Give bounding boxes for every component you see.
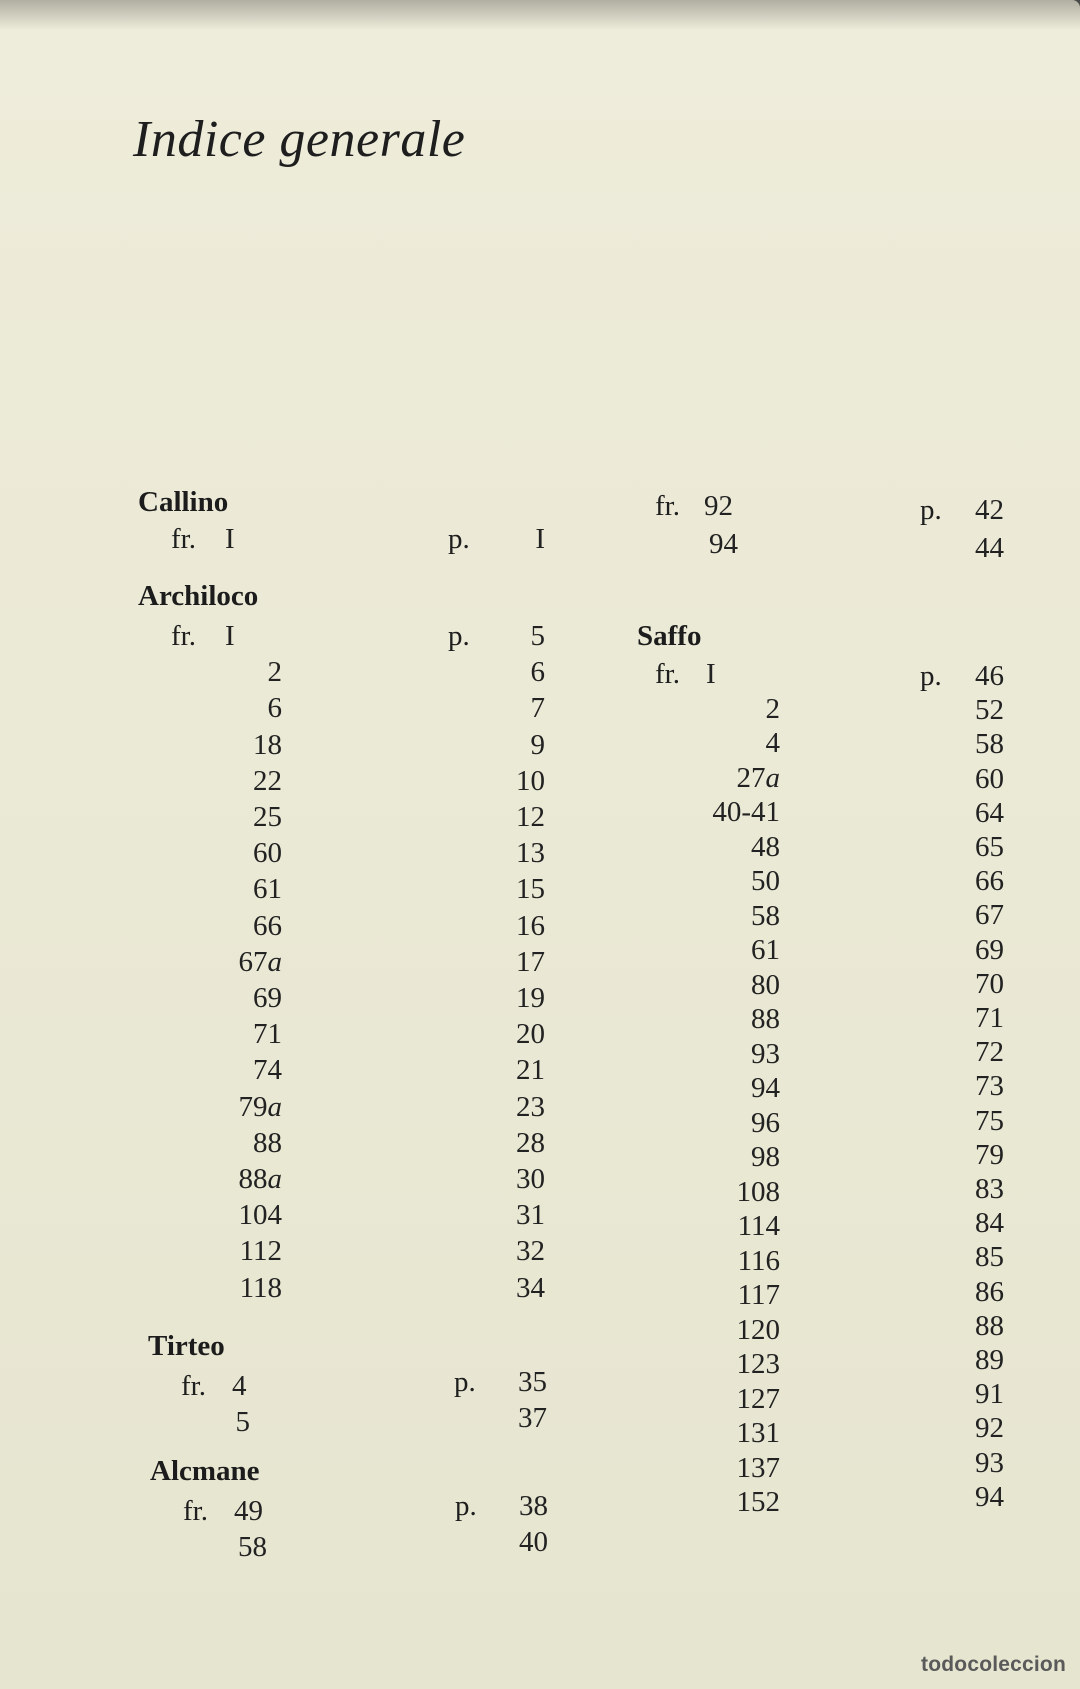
fr-label: fr. bbox=[655, 490, 680, 522]
fragment-number: 18 bbox=[253, 728, 282, 761]
page-number: 88 bbox=[975, 1309, 1004, 1342]
page-number: 21 bbox=[516, 1054, 545, 1087]
fragment-number: 96 bbox=[751, 1106, 780, 1139]
fragment-number: 118 bbox=[239, 1271, 282, 1304]
fragment-number: 66 bbox=[253, 909, 282, 942]
fragment-number: 49 bbox=[234, 1495, 263, 1527]
watermark: todocoleccion bbox=[921, 1653, 1066, 1676]
page-number: 9 bbox=[530, 728, 545, 761]
fragment-number: 5 bbox=[235, 1406, 250, 1438]
fragment-number: I bbox=[225, 523, 235, 555]
page-number: 17 bbox=[516, 945, 545, 978]
page-number: 37 bbox=[518, 1402, 547, 1434]
fragment-number: 80 bbox=[751, 968, 780, 1001]
fragment-number: 48 bbox=[751, 830, 780, 863]
fragment-number: 92 bbox=[704, 490, 733, 522]
page-number: 91 bbox=[975, 1378, 1004, 1411]
fragment-number: 116 bbox=[737, 1244, 780, 1277]
fragment-number: 94 bbox=[751, 1072, 780, 1104]
fragment-number: 108 bbox=[736, 1175, 780, 1208]
page-number: 66 bbox=[975, 865, 1004, 898]
fragment-number: 4 bbox=[765, 727, 780, 759]
fragment-number: 112 bbox=[239, 1235, 282, 1268]
fragment-number: 98 bbox=[751, 1141, 780, 1173]
p-label: p. bbox=[920, 494, 942, 526]
fragment-number: 60 bbox=[253, 837, 282, 870]
fragment-number: 71 bbox=[253, 1018, 282, 1051]
fragment-number: 88 bbox=[751, 1003, 780, 1035]
fr-label: fr. bbox=[183, 1495, 208, 1527]
page-number: 28 bbox=[516, 1126, 545, 1159]
page-number: 42 bbox=[975, 494, 1004, 526]
page-number: 83 bbox=[975, 1173, 1004, 1205]
fr-label: fr. bbox=[171, 523, 196, 555]
page-title: Indice generale bbox=[133, 111, 466, 168]
fragment-number: 88 bbox=[253, 1126, 282, 1159]
fr-label: fr. bbox=[181, 1370, 206, 1402]
fragment-number: 22 bbox=[253, 764, 282, 797]
fragment-number: 94 bbox=[709, 528, 738, 560]
page-number: 15 bbox=[516, 873, 545, 906]
fragment-number: 117 bbox=[737, 1279, 780, 1311]
page-number: 86 bbox=[975, 1275, 1004, 1308]
page-number: 6 bbox=[530, 656, 545, 689]
page-number: 64 bbox=[975, 796, 1004, 829]
page-number: 20 bbox=[516, 1018, 545, 1051]
p-label: p. bbox=[448, 620, 470, 652]
author-name: Alcmane bbox=[150, 1455, 260, 1487]
show-through bbox=[590, 150, 596, 176]
fragment-number: 50 bbox=[751, 865, 780, 897]
author-name: Callino bbox=[138, 486, 229, 518]
page-number: 65 bbox=[975, 831, 1004, 863]
page-number: 60 bbox=[975, 762, 1004, 795]
fragment-number: 4 bbox=[232, 1370, 247, 1402]
page-number: 23 bbox=[516, 1090, 545, 1123]
fr-label: fr. bbox=[655, 658, 680, 690]
page-number: 38 bbox=[519, 1490, 548, 1522]
fragment-number: 93 bbox=[751, 1037, 780, 1070]
page-number: 75 bbox=[975, 1104, 1004, 1137]
author-name: Tirteo bbox=[148, 1330, 225, 1362]
fragment-number: 40-41 bbox=[712, 796, 780, 828]
page-number: 93 bbox=[975, 1446, 1004, 1479]
fragment-number: 79a bbox=[238, 1090, 282, 1123]
p-label: p. bbox=[454, 1366, 476, 1398]
fragment-number: 131 bbox=[736, 1417, 780, 1449]
fragment-number: 69 bbox=[253, 982, 282, 1014]
page-number: 79 bbox=[975, 1138, 1004, 1171]
page-number: 34 bbox=[516, 1271, 545, 1304]
page-number: 40 bbox=[519, 1526, 548, 1558]
fragment-number: 152 bbox=[736, 1486, 780, 1518]
page-number: 73 bbox=[975, 1070, 1004, 1103]
fragment-number: 88a bbox=[238, 1163, 282, 1195]
page-number: 69 bbox=[975, 933, 1004, 966]
page-number: 89 bbox=[975, 1344, 1004, 1376]
page-number: I bbox=[535, 523, 545, 555]
page-number: 44 bbox=[975, 532, 1004, 564]
fragment-number: 2 bbox=[765, 692, 780, 725]
page-number: 7 bbox=[530, 692, 545, 725]
page-number: 19 bbox=[516, 982, 545, 1014]
page-number: 16 bbox=[516, 909, 545, 942]
page-number: 30 bbox=[516, 1163, 545, 1195]
fragment-number: 61 bbox=[253, 873, 282, 906]
fragment-number: 114 bbox=[737, 1210, 780, 1242]
fragment-number: 104 bbox=[238, 1199, 282, 1232]
page-number: 84 bbox=[975, 1207, 1004, 1240]
page-number: 67 bbox=[975, 899, 1004, 932]
author-name: Saffo bbox=[637, 620, 702, 652]
fragment-number: 67a bbox=[238, 945, 282, 978]
page-number: 58 bbox=[975, 728, 1004, 761]
fragment-number: 127 bbox=[736, 1382, 780, 1415]
fragment-number: 58 bbox=[751, 899, 780, 932]
fr-label: fr. bbox=[171, 620, 196, 652]
page-number: 12 bbox=[516, 801, 545, 833]
p-label: p. bbox=[455, 1490, 477, 1522]
p-label: p. bbox=[448, 523, 470, 555]
page-edge-shadow bbox=[0, 0, 1080, 30]
page-number: 31 bbox=[516, 1199, 545, 1232]
fragment-number: 2 bbox=[267, 656, 282, 689]
fragment-number: 25 bbox=[253, 801, 282, 833]
page-number: 70 bbox=[975, 967, 1004, 1000]
p-label: p. bbox=[920, 660, 942, 692]
page-number: 35 bbox=[518, 1366, 547, 1398]
fragment-number: I bbox=[706, 658, 716, 690]
fragment-number: 137 bbox=[736, 1451, 780, 1484]
page-number: 46 bbox=[975, 660, 1004, 692]
page-number: 72 bbox=[975, 1036, 1004, 1069]
page-number: 32 bbox=[516, 1235, 545, 1268]
fragment-number: 58 bbox=[238, 1531, 267, 1563]
fragment-number: 120 bbox=[736, 1313, 780, 1346]
fragment-number: 6 bbox=[267, 692, 282, 725]
page-number: 71 bbox=[975, 1002, 1004, 1034]
fragment-number: 27a bbox=[736, 761, 780, 794]
page-number: 92 bbox=[975, 1412, 1004, 1445]
page-number: 94 bbox=[975, 1480, 1004, 1513]
page-number: 5 bbox=[530, 620, 545, 652]
fragment-number: I bbox=[225, 620, 235, 652]
page-number: 13 bbox=[516, 837, 545, 870]
page-number: 10 bbox=[516, 764, 545, 797]
page-number: 85 bbox=[975, 1241, 1004, 1274]
page-number: 52 bbox=[975, 694, 1004, 727]
author-name: Archiloco bbox=[138, 580, 259, 612]
fragment-number: 74 bbox=[253, 1054, 282, 1087]
fragment-number: 123 bbox=[736, 1348, 780, 1380]
fragment-number: 61 bbox=[751, 934, 780, 966]
